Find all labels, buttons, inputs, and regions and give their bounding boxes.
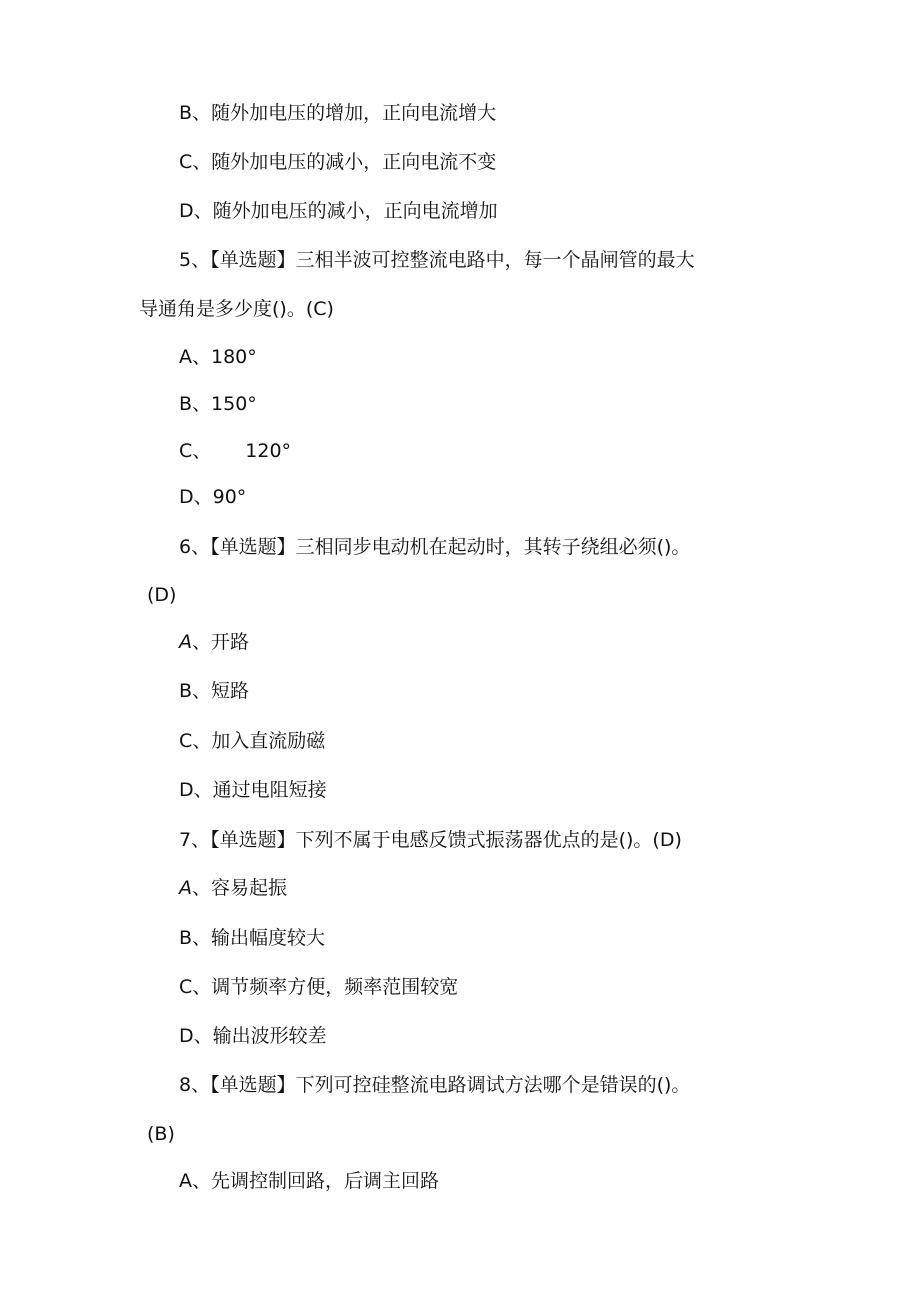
option-c-prev [179, 150, 496, 174]
question-5-option-a: A、180° [179, 346, 257, 368]
option-text: 随外加电压的增加，正向电流增大 [211, 102, 497, 124]
question-6-option-b: B、短路 [179, 680, 250, 702]
question-6-option-a [179, 630, 249, 654]
option-prefix: C、 [179, 440, 212, 462]
question-5-option-c [179, 439, 291, 463]
question-7-stem: 7、【单选题】下列不属于电感反馈式振荡器优点的是()。(D) [179, 829, 682, 851]
option-separator: 、 [192, 877, 212, 899]
option-separator: 、 [192, 151, 212, 173]
option-letter: D [179, 200, 194, 222]
option-d-prev [179, 199, 498, 223]
question-5-option-d: D、90° [179, 486, 247, 508]
option-text: 随外加电压的减小，正向电流增加 [212, 200, 498, 222]
option-letter: A [179, 877, 192, 899]
option-letter: C [179, 151, 193, 173]
question-6-answer: (D) [147, 584, 177, 606]
question-6-option-c: C、加入直流励磁 [179, 730, 326, 752]
question-8-answer: (B) [147, 1123, 175, 1145]
question-6-option-d: D、通过电阻短接 [179, 779, 327, 801]
option-text: 容易起振 [211, 877, 288, 899]
option-text: 开路 [211, 631, 250, 653]
question-5-stem-continued: 导通角是多少度()。(C) [139, 298, 334, 320]
question-6-stem: 6、【单选题】三相同步电动机在起动时，其转子绕组必须()。 [179, 536, 691, 558]
question-7-option-a [179, 876, 287, 900]
option-b-prev [179, 101, 496, 125]
option-letter: A [179, 631, 192, 653]
question-7-option-d: D、输出波形较差 [179, 1025, 327, 1047]
question-7-option-c: C、调节频率方便，频率范围较宽 [179, 976, 459, 998]
option-separator: 、 [192, 631, 212, 653]
option-separator: 、 [192, 102, 212, 124]
question-8-stem: 8、【单选题】下列可控硅整流电路调试方法哪个是错误的()。 [179, 1074, 691, 1096]
option-letter: B [179, 102, 193, 124]
option-separator: 、 [193, 200, 213, 222]
question-7-option-b: B、输出幅度较大 [179, 927, 326, 949]
option-value: 120° [245, 440, 292, 462]
option-text: 随外加电压的减小，正向电流不变 [211, 151, 497, 173]
question-5-option-b: B、150° [179, 393, 257, 415]
question-8-option-a: A、先调控制回路，后调主回路 [179, 1170, 439, 1192]
question-5-stem: 5、【单选题】三相半波可控整流电路中，每一个晶闸管的最大 [179, 249, 695, 271]
